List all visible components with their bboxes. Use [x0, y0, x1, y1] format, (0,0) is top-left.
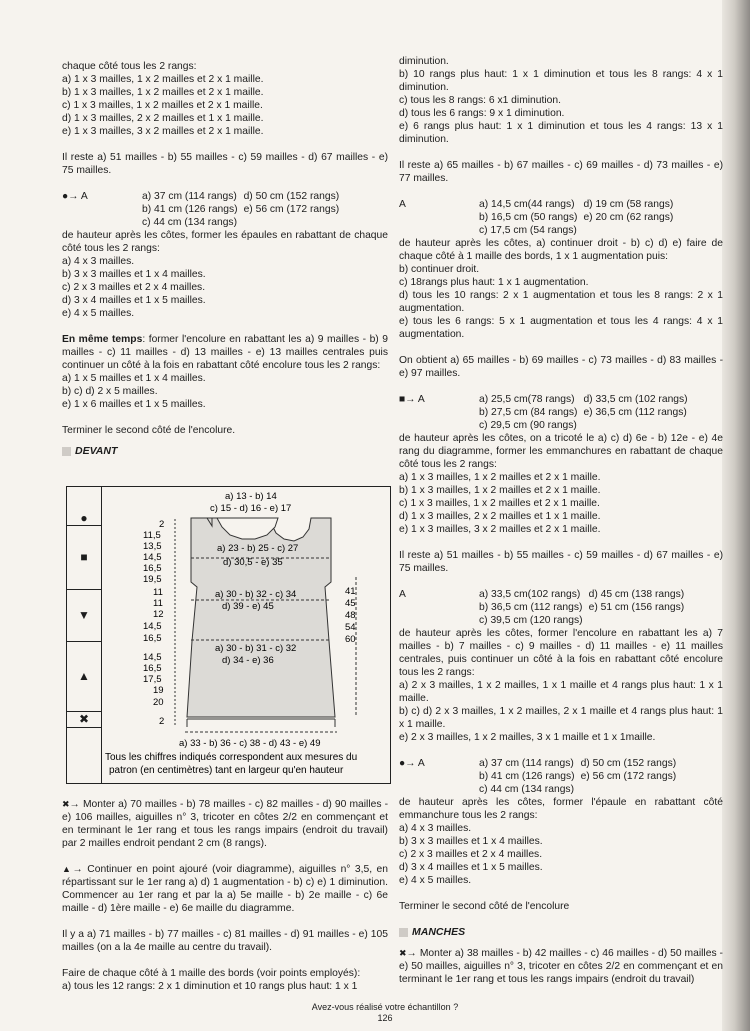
- list-item: e) 1 x 3 mailles, 3 x 2 mailles et 2 x 1 maille.: [62, 126, 264, 137]
- text-line: chaque côté tous les 2 rangs:: [62, 61, 197, 72]
- value: b) 36,5 cm (112 rangs): [479, 602, 583, 613]
- value: a) 25,5 cm(78 rangs): [479, 394, 575, 405]
- paragraph: [399, 947, 723, 986]
- value: c) 39,5 cm (120 rangs): [479, 615, 583, 626]
- list-item: c) 2 x 3 mailles et 2 x 4 mailles.: [399, 849, 543, 860]
- arrow-icon: →: [405, 758, 416, 769]
- list-item: d) tous les 6 rangs: 9 x 1 diminution.: [399, 108, 565, 119]
- value: b) 27,5 cm (84 rangs): [479, 407, 578, 418]
- cross-icon: ✖: [62, 799, 70, 809]
- label: A: [417, 758, 425, 769]
- paragraph: [62, 798, 388, 850]
- paragraph: Faire de chaque côté à 1 maille des bords (voir points employés):: [62, 968, 361, 979]
- paragraph-text: Monter a) 70 mailles - b) 78 mailles - c) 82 mailles - d) 90 mailles - e) 106 mailles, aiguilles n° 3, tricoter en côtes 2/2 en commençant et en terminant le 1er rang et tous les rangs impairs (endroit du travail) par 2 mailles endroit pendant 2 cm (8 rangs).: [62, 799, 388, 849]
- value: b) 41 cm (126 rangs): [479, 771, 575, 782]
- list-item: e) 1 x 3 mailles, 3 x 2 mailles et 2 x 1 maille.: [399, 524, 601, 535]
- list-item: a) 1 x 5 mailles et 1 x 4 mailles.: [62, 373, 206, 384]
- label: A: [399, 199, 406, 210]
- left-measure: 11,5: [143, 530, 161, 541]
- left-measure: 13,5: [143, 541, 162, 552]
- measure-block: [399, 393, 723, 432]
- list-item: a) 1 x 3 mailles, 1 x 2 mailles et 2 x 1 maille.: [62, 74, 264, 85]
- list-item: e) 6 rangs plus haut: 1 x 1 diminution et tous les 4 rangs: 13 x 1 diminution.: [399, 121, 723, 145]
- text-line: diminution.: [399, 56, 449, 67]
- square-marker-icon: [62, 447, 71, 456]
- paragraph-text: Continuer en point ajouré (voir diagramme), aiguilles n° 3,5, en répartissant sur le 1er rang a) d) 1 augmentation - b) c) e) 1 diminution. Commencer au 1er rang et par la a) 5e maille - b) 2e maille - c) 6e maille - d) 1ère maille - e) 6e maille du diagramme.: [62, 864, 388, 914]
- left-measure: 19: [153, 685, 164, 696]
- footer-question: Avez-vous réalisé votre échantillon ?: [311, 1002, 459, 1012]
- list-item: d) 3 x 4 mailles et 1 x 5 mailles.: [62, 295, 206, 306]
- right-measure: 60: [345, 634, 356, 645]
- circle-icon: ●: [62, 191, 69, 202]
- value: d) 50 cm (152 rangs): [243, 191, 340, 202]
- paragraph: Terminer le second côté de l'encolure: [399, 901, 570, 912]
- left-measure: 11: [153, 598, 163, 609]
- right-column: [399, 55, 723, 986]
- diagram-label: c) 15 - d) 16 - e) 17: [210, 503, 292, 514]
- list-item: b) c) d) 2 x 5 mailles.: [62, 386, 158, 397]
- list-item: b) 1 x 3 mailles, 1 x 2 mailles et 2 x 1 maille.: [399, 485, 601, 496]
- left-measure: 16,5: [143, 563, 162, 574]
- value: a) 37 cm (114 rangs): [142, 191, 237, 202]
- value: e) 36,5 cm (112 rangs): [583, 407, 687, 418]
- left-measure: 14,5: [143, 621, 162, 632]
- value: c) 29,5 cm (90 rangs): [479, 420, 577, 431]
- value: b) 41 cm (126 rangs): [142, 204, 238, 215]
- diagram-label: d) 39 - e) 45: [222, 601, 274, 612]
- list-item: e) 4 x 5 mailles.: [62, 308, 135, 319]
- paragraph: de hauteur après les côtes, former les épaules en rabattant de chaque côté tous les 2 rangs:: [62, 230, 388, 254]
- page-number: 126: [377, 1013, 393, 1023]
- square-icon: ■: [80, 550, 88, 564]
- section-title-text: MANCHES: [412, 926, 466, 938]
- paragraph: Il reste a) 51 mailles - b) 55 mailles - c) 59 mailles - d) 67 mailles - e) 75 mailles.: [399, 550, 723, 574]
- paragraph: [62, 863, 388, 915]
- diagram-label: a) 33 - b) 36 - c) 38 - d) 43 - e) 49: [179, 738, 321, 749]
- paragraph: [62, 333, 388, 372]
- list-item: d) 3 x 4 mailles et 1 x 5 mailles.: [399, 862, 543, 873]
- left-measure: 12: [153, 609, 164, 620]
- value: d) 19 cm (58 rangs): [583, 199, 674, 210]
- list-item: a) 2 x 3 mailles, 1 x 2 mailles, 1 x 1 maille et 4 rangs plus haut: 1 x 1 maille.: [399, 680, 723, 704]
- measure-block: [399, 757, 723, 796]
- diagram-label: a) 30 - b) 31 - c) 32: [215, 643, 297, 654]
- left-measure: 2: [159, 519, 165, 530]
- measure-block: [62, 190, 388, 229]
- right-measure: 54: [345, 622, 356, 633]
- list-item: b) c) d) 2 x 3 mailles, 1 x 2 mailles, 2 x 1 maille et 4 rangs plus haut: 1 x 1 maille.: [399, 706, 723, 730]
- value: e) 51 cm (156 rangs): [588, 602, 685, 613]
- paragraph: Terminer le second côté de l'encolure.: [62, 425, 236, 436]
- list-item: a) 4 x 3 mailles.: [399, 823, 472, 834]
- value: a) 14,5 cm(44 rangs): [479, 199, 575, 210]
- triangle-up-icon: ▲: [78, 669, 90, 683]
- list-item: e) 2 x 3 mailles, 1 x 2 mailles, 3 x 1 maille et 1 x 1maille.: [399, 732, 656, 743]
- arrow-icon: →: [405, 394, 416, 405]
- diagram-label: d) 30,5 - e) 35: [223, 557, 283, 568]
- list-item: c) 1 x 3 mailles, 1 x 2 mailles et 2 x 1 maille.: [399, 498, 600, 509]
- paragraph: On obtient a) 65 mailles - b) 69 mailles - c) 73 mailles - d) 83 mailles - e) 97 mailles.: [399, 355, 723, 379]
- arrow-icon: →: [406, 948, 417, 959]
- left-measure: 20: [153, 697, 164, 708]
- arrow-icon: →: [68, 191, 79, 202]
- square-marker-icon: [399, 928, 408, 937]
- list-item: c) 2 x 3 mailles et 2 x 4 mailles.: [62, 282, 206, 293]
- paragraph-text: : former l'encolure en rabattant les a) 9 mailles - b) 9 mailles - c) 11 mailles - d) 13 mailles - e) 13 mailles centrales puis continuer un côté à la fois en rabattant côté encolure tous les 2 rangs:: [62, 334, 388, 371]
- triangle-up-icon: ▲: [62, 864, 73, 874]
- value: a) 33,5 cm(102 rangs): [479, 589, 581, 600]
- circle-icon: ●: [399, 758, 406, 769]
- diagram-svg: [67, 487, 389, 783]
- left-measure: 11: [153, 587, 163, 598]
- left-measure: 17,5: [143, 674, 162, 685]
- right-measure: 45: [345, 598, 356, 609]
- paragraph: a) tous les 12 rangs: 2 x 1 diminution et 10 rangs plus haut: 1 x 1: [62, 981, 358, 992]
- paragraph: de hauteur après les côtes, former l'épaule en rabattant côté emmanchure tous les 2 rangs:: [399, 797, 723, 821]
- value: a) 37 cm (114 rangs): [479, 758, 574, 769]
- paragraph: Il reste a) 65 mailles - b) 67 mailles - c) 69 mailles - d) 73 mailles - e) 77 mailles.: [399, 160, 723, 184]
- list-item: d) tous les 10 rangs: 2 x 1 augmentation et tous les 8 rangs: 2 x 1 augmentation.: [399, 290, 723, 314]
- paragraph: de hauteur après les côtes, former l'encolure en rabattant les a) 7 mailles - b) 7 mailles - c) 9 mailles - d) 11 mailles - e) 11 mailles centrales, puis continuer un côté à la fois en rabattant côté encolure tous les 2 rangs:: [399, 628, 723, 678]
- value: d) 45 cm (138 rangs): [588, 589, 685, 600]
- list-item: c) tous les 8 rangs: 6 x1 diminution.: [399, 95, 561, 106]
- diagram-caption: Tous les chiffres indiqués correspondent aux mesures du: [105, 752, 358, 763]
- page-edge: [722, 0, 750, 1031]
- section-title: [62, 445, 388, 458]
- square-icon: ■: [399, 394, 406, 405]
- left-column: [62, 60, 388, 458]
- left-measure: 16,5: [143, 663, 162, 674]
- left-column-lower: [62, 798, 388, 993]
- list-item: e) 1 x 6 mailles et 1 x 5 mailles.: [62, 399, 206, 410]
- measure-block: [399, 588, 723, 627]
- paragraph: de hauteur après les côtes, a) continuer droit - b) c) d) e) faire de chaque côté à 1 maille des bords, 1 x 1 augmentation puis:: [399, 238, 723, 262]
- paragraph: Il reste a) 51 mailles - b) 55 mailles - c) 59 mailles - d) 67 mailles - e) 75 mailles.: [62, 152, 388, 176]
- right-measure: 41: [345, 586, 356, 597]
- list-item: a) 4 x 3 mailles.: [62, 256, 135, 267]
- pattern-diagram: [66, 486, 391, 784]
- section-title-text: DEVANT: [75, 445, 118, 457]
- value: d) 33,5 cm (102 rangs): [583, 394, 688, 405]
- section-title: [399, 926, 723, 939]
- list-item: e) tous les 6 rangs: 5 x 1 augmentation et tous les 4 rangs: 4 x 1 augmentation.: [399, 316, 723, 340]
- circle-icon: ●: [80, 510, 88, 525]
- value: c) 44 cm (134 rangs): [142, 217, 237, 228]
- value: e) 56 cm (172 rangs): [580, 771, 677, 782]
- list-item: b) 3 x 3 mailles et 1 x 4 mailles.: [399, 836, 543, 847]
- diagram-label: a) 23 - b) 25 - c) 27: [217, 543, 299, 554]
- measure-block: [399, 198, 723, 237]
- list-item: b) 10 rangs plus haut: 1 x 1 diminution et tous les 8 rangs: 4 x 1 diminution.: [399, 69, 723, 93]
- left-measure: 14,5: [143, 552, 162, 563]
- list-item: a) 1 x 3 mailles, 1 x 2 mailles et 2 x 1 maille.: [399, 472, 601, 483]
- list-item: b) continuer droit.: [399, 264, 480, 275]
- left-measure: 19,5: [143, 574, 162, 585]
- value: b) 16,5 cm (50 rangs): [479, 212, 578, 223]
- right-measure: 48: [345, 610, 356, 621]
- label: A: [417, 394, 425, 405]
- paragraph: Il y a a) 71 mailles - b) 77 mailles - c) 81 mailles - d) 91 mailles - e) 105 mailles (on a la 4e maille au centre du travail).: [62, 929, 388, 953]
- diagram-label: a) 30 - b) 32 - c) 34: [215, 589, 297, 600]
- diagram-label: d) 34 - e) 36: [222, 655, 274, 666]
- list-item: b) 1 x 3 mailles, 1 x 2 mailles et 2 x 1 maille.: [62, 87, 264, 98]
- value: e) 20 cm (62 rangs): [583, 212, 674, 223]
- cross-icon: ✖: [78, 712, 90, 726]
- value: d) 50 cm (152 rangs): [580, 758, 677, 769]
- arrow-icon: →: [69, 799, 80, 810]
- list-item: b) 3 x 3 mailles et 1 x 4 mailles.: [62, 269, 206, 280]
- paragraph-text: Monter a) 38 mailles - b) 42 mailles - c) 46 mailles - d) 50 mailles - e) 50 mailles, aiguilles n° 3, tricoter en côtes 2/2 en commençant et en terminant le 1er rang et tous les rangs impairs (endroit du travail): [399, 948, 723, 985]
- list-item: c) 1 x 3 mailles, 1 x 2 mailles et 2 x 1 maille.: [62, 100, 263, 111]
- arrow-icon: →: [72, 864, 83, 875]
- left-measure: 14,5: [143, 652, 162, 663]
- paragraph: de hauteur après les côtes, on a tricoté le a) c) d) 6e - b) 12e - e) 4e rang du diagramme, former les emmanchures en rabattant de chaque côté tous les 2 rangs:: [399, 433, 723, 470]
- value: c) 17,5 cm (54 rangs): [479, 225, 577, 236]
- value: c) 44 cm (134 rangs): [479, 784, 574, 795]
- list-item: e) 4 x 5 mailles.: [399, 875, 472, 886]
- left-measure: 2: [159, 716, 165, 727]
- emphasis: En même temps: [62, 334, 143, 345]
- list-item: d) 1 x 3 mailles, 2 x 2 mailles et 1 x 1 maille.: [62, 113, 264, 124]
- diagram-label: a) 13 - b) 14: [225, 491, 277, 502]
- label: A: [80, 191, 88, 202]
- list-item: c) 18rangs plus haut: 1 x 1 augmentation.: [399, 277, 589, 288]
- list-item: d) 1 x 3 mailles, 2 x 2 mailles et 1 x 1 maille.: [399, 511, 601, 522]
- triangle-down-icon: ▼: [78, 608, 90, 622]
- left-measure: 16,5: [143, 633, 162, 644]
- value: e) 56 cm (172 rangs): [243, 204, 340, 215]
- label: A: [399, 589, 406, 600]
- diagram-caption: patron (en centimètres) tant en largeur qu'en hauteur: [109, 765, 344, 776]
- cross-icon: ✖: [399, 948, 407, 958]
